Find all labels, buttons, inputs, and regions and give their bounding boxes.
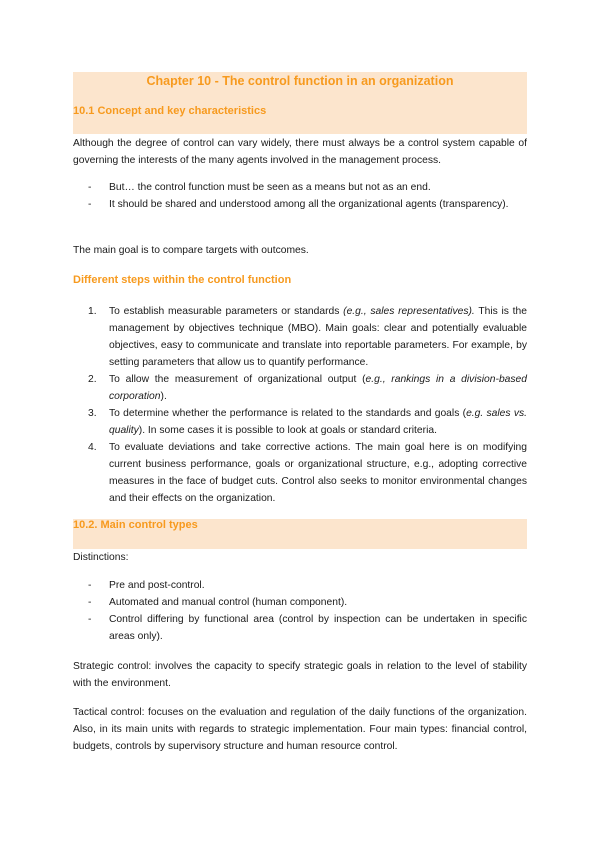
section-1-intro: Although the degree of control can vary widely, there must always be a control system capable of governing the interests of the many agents involved in the management process. — [73, 138, 527, 166]
main-goal-text: The main goal is to compare targets with outcomes. — [73, 245, 309, 256]
steps-list — [73, 303, 527, 507]
list-item: - Pre and post-control. — [88, 580, 205, 591]
list-item: - Automated and manual control (human component). — [88, 597, 348, 608]
chapter-title: Chapter 10 - The control function in an organization — [146, 74, 454, 88]
tactical-control-text: Tactical control: focuses on the evaluation and regulation of the daily functions of the organization. Also, in its main units with regards to strategic implementation. Four main types: financial control, budgets, controls by supervisory structure and human resource control. — [73, 707, 527, 752]
step-item: 1. To establish measurable parameters or standards (e.g., sales representatives). This is the management by objectives technique (MBO). Main goals: clear and potentially evaluable objectives, easy to communicate and translate into reportable parameters. For example, by setting parameters that allow us to quantify performance. — [88, 306, 527, 368]
step-item: 3. To determine whether the performance is related to the standards and goals (e.g. sales vs. quality). In some cases it is possible to look at goals or standard criteria. — [88, 408, 527, 436]
section-2-heading: 10.2. Main control types — [73, 519, 198, 531]
section-1-heading: 10.1 Concept and key characteristics — [73, 105, 267, 117]
step-item: 2. To allow the measurement of organizational output (e.g., rankings in a division-based corporation). — [88, 374, 527, 402]
section-1-bullets — [73, 179, 527, 213]
steps-heading: Different steps within the control function — [73, 274, 292, 286]
step-item: 4. To evaluate deviations and take corrective actions. The main goal here is on modifying current business performance, goals or organizational structure, e.g., adopting corrective measures in the face of budget cuts. Control also seeks to monitor environmental changes and their effects on the organization. — [88, 442, 527, 504]
list-item: - Control differing by functional area (control by inspection can be undertaken in specific areas only). — [88, 614, 527, 642]
distinctions-list — [73, 577, 527, 645]
strategic-control-text: Strategic control: involves the capacity to specify strategic goals in relation to the level of stability with the environment. — [73, 661, 527, 689]
distinctions-label: Distinctions: — [73, 552, 129, 563]
list-item: - It should be shared and understood among all the organizational agents (transparency). — [88, 199, 509, 210]
list-item: - But… the control function must be seen as a means but not as an end. — [88, 182, 431, 193]
